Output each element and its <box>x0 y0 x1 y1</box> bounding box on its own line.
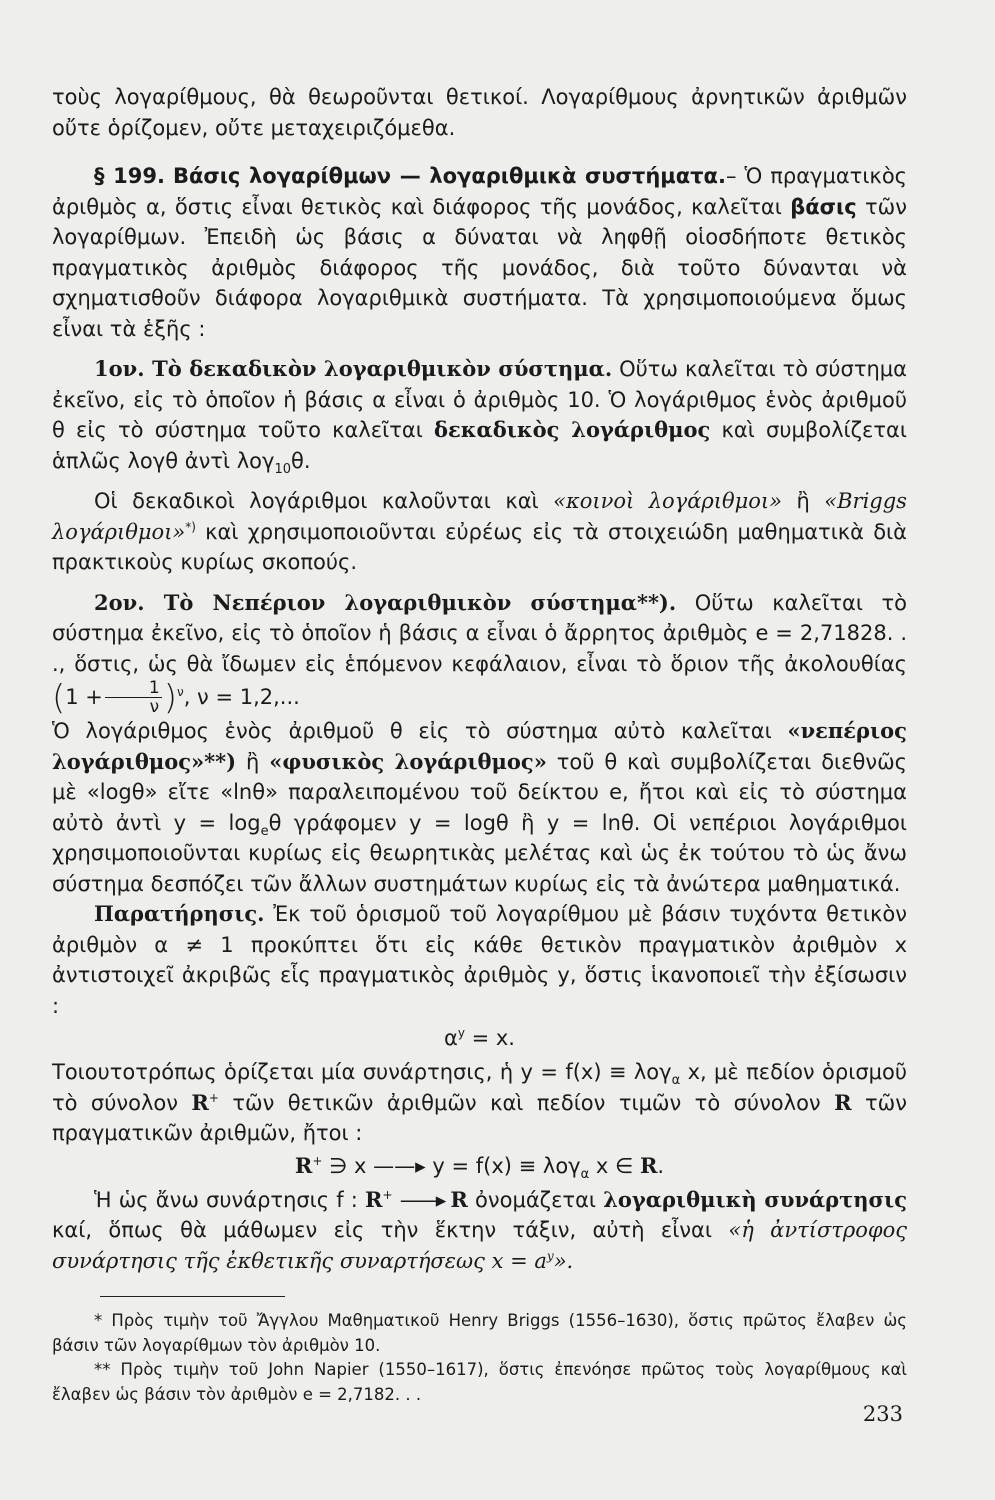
eq2-plus: + <box>312 1153 323 1168</box>
eq1-exponent: y <box>457 1026 465 1040</box>
system-napier-text-a: Οὕτω καλεῖται τὸ σύστημα ἐκεῖνο, εἰς τὸ ὁποῖον ἡ βάσις α εἶναι ὁ ἄρρητος ἀριθμὸς e = 2,71828. . ., ὅστις, ὡς θὰ ἴδωμεν εἰς ἑπόμενον κεφάλαιον, εἶναι τὸ ὅριον τῆς ἀκολουθίας <box>52 590 907 676</box>
system-napier <box>52 588 907 717</box>
observation-text: Ἐκ τοῦ ὁρισμοῦ τοῦ λογαρίθμου μὲ βάσιν τυχόντα θετικὸν ἀριθμὸν α ≠ 1 προκύπτει ὅτι εἰς κάθε θετικὸν πραγματικὸν ἀριθμὸν x ἀντιστοιχεῖ ἀκριβῶς εἷς πραγματικὸς ἀριθμὸς y, ὅστις ἱκανοποιεῖ τὴν ἐξίσωσιν : <box>52 902 907 1018</box>
eq2-set-R: R <box>639 1152 658 1178</box>
log-function-text-b: ὀνομάζεται <box>475 1187 597 1212</box>
eq2-set-R-plus: R <box>294 1152 313 1178</box>
map-arrow: ——▸ <box>399 1187 444 1212</box>
function-def-text-c: τῶν θετικῶν ἀριθμῶν καὶ πεδίον τιμῶν τὸ σύνολον <box>232 1090 821 1115</box>
function-log-subscript: α <box>671 1073 681 1089</box>
seq-one: 1 + <box>65 684 103 709</box>
footnote-2: ** Πρὸς τιμὴν τοῦ John Napier (1550–1617), ὅστις ἐπενόησε πρῶτος τοὺς λογαρίθμους καὶ ἔλαβεν ὡς βάσιν τὸν ἀριθμὸν e = 2,7182. . . <box>52 1360 907 1404</box>
section-text-a: – Ὁ πραγματικὸς ἀριθμὸς α, ὅστις εἶναι θετικὸς καὶ διάφορος τῆς μονάδος, καλεῖται <box>52 164 907 219</box>
map-domain-R-plus: R <box>365 1186 383 1212</box>
footnote-ref-1: *) <box>185 519 196 534</box>
set-R: R <box>834 1089 852 1115</box>
term-neperian-log: «νεπέριος λογάριθμος»**) <box>52 718 907 774</box>
natural-log-text-c: θ γράφομεν y = logθ ἢ y = lnθ. Οἱ νεπέριοι λογάριθμοι χρησιμοποιοῦνται κυρίως εἰς θεωρητικὰς μελέτας καὶ ὡς ἐκ τούτου τὸ ὡς ἄνω σύστημα δεσπόζει τῶν ἄλλων συστημάτων κυρίως εἰς τὰ ἀνώτερα μαθηματικά. <box>52 810 907 896</box>
paragraph-intro: τοὺς λογαρίθμους, θὰ θεωροῦνται θετικοί. Λογαρίθμους ἀρνητικῶν ἀριθμῶν οὔτε ὁρίζομεν, οὔτε μεταχειριζόμεθα. <box>52 85 907 140</box>
system-decimal-text-a: Οὕτω καλεῖται τὸ σύστημα ἐκεῖνο, εἰς τὸ ὁποῖον ἡ βάσις α εἶναι ὁ ἀριθμὸς 10. Ὁ λογάριθμος ἑνὸς ἀριθμοῦ θ εἰς τὸ σύστημα τοῦτο καλεῖται <box>52 357 907 442</box>
equation-mapping <box>52 1151 907 1181</box>
paragraph-log-function <box>52 1185 907 1277</box>
footnote-divider <box>100 1296 285 1297</box>
paren-close: ) <box>163 677 177 718</box>
section-199 <box>52 161 907 344</box>
footnote-1: * Πρὸς τιμὴν τοῦ Ἄγγλου Μαθηματικοῦ Henry Briggs (1556–1630), ὅστις πρῶτος ἔλαβεν ὡς βάσιν τῶν λογαρίθμων τὸν ἀριθμὸν 10. <box>52 1311 907 1355</box>
term-natural-log: «φυσικὸς λογάριθμος» <box>269 748 547 774</box>
eq2-log-subscript: α <box>580 1166 590 1182</box>
system-decimal-label: 1ον. Τὸ δεκαδικὸν λογαριθμικὸν σύστημα. <box>94 356 613 381</box>
log-function-text-a: Ἡ ὡς ἄνω συνάρτησις f : <box>94 1187 358 1212</box>
term-decimal-log: δεκαδικὸς λογάριθμος <box>434 417 711 442</box>
paragraph-function-def <box>52 1057 907 1149</box>
inverse-end: ». <box>553 1248 574 1273</box>
function-def-text-d: τῶν πραγματικῶν ἀριθμῶν, ἤτοι : <box>52 1090 907 1145</box>
common-logs-text-b: καὶ χρησιμοποιοῦνται εὐρέως εἰς τὰ στοιχειώδη μαθηματικὰ διὰ πρακτικοὺς κυρίως σκοπούς. <box>52 519 907 574</box>
eq2-body: ∋ x ——▸ y = f(x) ≡ λογ <box>329 1153 581 1178</box>
inverse-exponent: y <box>546 1248 554 1263</box>
system-decimal <box>52 354 907 476</box>
footnotes <box>52 1309 907 1407</box>
seq-tail: , ν = 1,2,... <box>183 684 300 709</box>
natural-log-text-b: τοῦ θ καὶ συμβολίζεται διεθνῶς μὲ «logθ» εἴτε «lnθ» παραλειπομένου τοῦ δείκτου e, ἤτοι καὶ εἰς τὸ σύστημα αὐτὸ ἀντὶ y = log <box>52 749 907 835</box>
log-function-text-c: καί, ὅπως θὰ μάθωμεν εἰς τὴν ἕκτην τάξιν, αὐτὴ εἶναι <box>52 1218 712 1242</box>
set-R-plus-sign: + <box>208 1090 219 1105</box>
common-logs-or: ἢ <box>796 489 810 513</box>
function-def-text-b: x, μὲ πεδίον ὁρισμοῦ τὸ σύνολον <box>52 1060 907 1115</box>
section-title: Βάσις λογαρίθμων — λογαριθμικὰ συστήματα. <box>172 164 726 188</box>
term-basis: βάσις <box>790 194 857 219</box>
log-base-subscript: 10 <box>274 461 291 477</box>
fraction-denominator: ν <box>149 697 160 717</box>
natural-log-text-a: Ὁ λογάριθμος ἑνὸς ἀριθμοῦ θ εἰς τὸ σύστημα αὐτὸ καλεῖται <box>52 719 772 743</box>
system-decimal-text-b: καὶ συμβολίζεται ἁπλῶς λογθ ἀντὶ λογ <box>52 418 907 473</box>
set-R-plus: R <box>191 1089 209 1115</box>
term-log-function: λογαριθμικὴ συνάρτησις <box>603 1186 907 1212</box>
observation-label: Παρατήρησις. <box>94 901 265 926</box>
paragraph-natural-log <box>52 716 907 899</box>
paragraph-common-logs <box>52 486 907 578</box>
term-common-logs: «κοινοὶ λογάριθμοι» <box>553 489 783 513</box>
eq1-rest: = x. <box>464 1026 515 1050</box>
page-number: 233 <box>862 1402 903 1426</box>
paren-open: ( <box>52 677 66 718</box>
system-napier-label: 2ον. Τὸ Νεπέριον λογαριθμικὸν σύστημα**). <box>94 589 677 615</box>
section-text-b: τῶν λογαρίθμων. Ἐπειδὴ ὡς βάσις α δύναται νὰ ληφθῇ οἱοσδήποτε θετικὸς πραγματικὸς ἀριθμὸς διάφορος τῆς μονάδος, διὰ τοῦτο δύνανται νὰ σχηματισθοῦν διάφορα λογαριθμικὰ συστήματα. Τὰ χρησιμοποιούμενα ὅμως εἶναι τὰ ἑξῆς : <box>52 194 907 341</box>
sequence-formula <box>52 677 300 718</box>
log-e-subscript: e <box>260 823 269 839</box>
section-number: § 199. <box>94 164 165 188</box>
map-plus: + <box>382 1187 393 1202</box>
inverse-function-text: «ἡ ἀντίστροφος συνάρτησις τῆς ἐκθετικῆς συναρτήσεως x = a <box>52 1218 907 1273</box>
seq-exponent: ν <box>177 684 184 699</box>
function-def-text-a: Τοιουτοτρόπως ὁρίζεται μία συνάρτησις, ἡ y = f(x) ≡ λογ <box>52 1060 672 1084</box>
eq2-in: x ∈ <box>595 1153 634 1178</box>
common-logs-text-a: Οἱ δεκαδικοὶ λογάριθμοι καλοῦνται καὶ <box>94 489 539 513</box>
map-codomain-R: R <box>450 1186 468 1212</box>
fraction-numerator: 1 <box>105 679 162 698</box>
eq1-base: α <box>443 1026 458 1050</box>
paragraph-observation <box>52 899 907 1021</box>
term-briggs-logs: «Briggs λογάριθμοι» <box>52 489 907 544</box>
natural-log-or: ἢ <box>246 749 260 774</box>
system-decimal-text-c: θ. <box>290 448 311 473</box>
eq2-end: . <box>657 1153 665 1178</box>
fraction <box>105 679 162 716</box>
equation-exponential <box>52 1023 907 1053</box>
